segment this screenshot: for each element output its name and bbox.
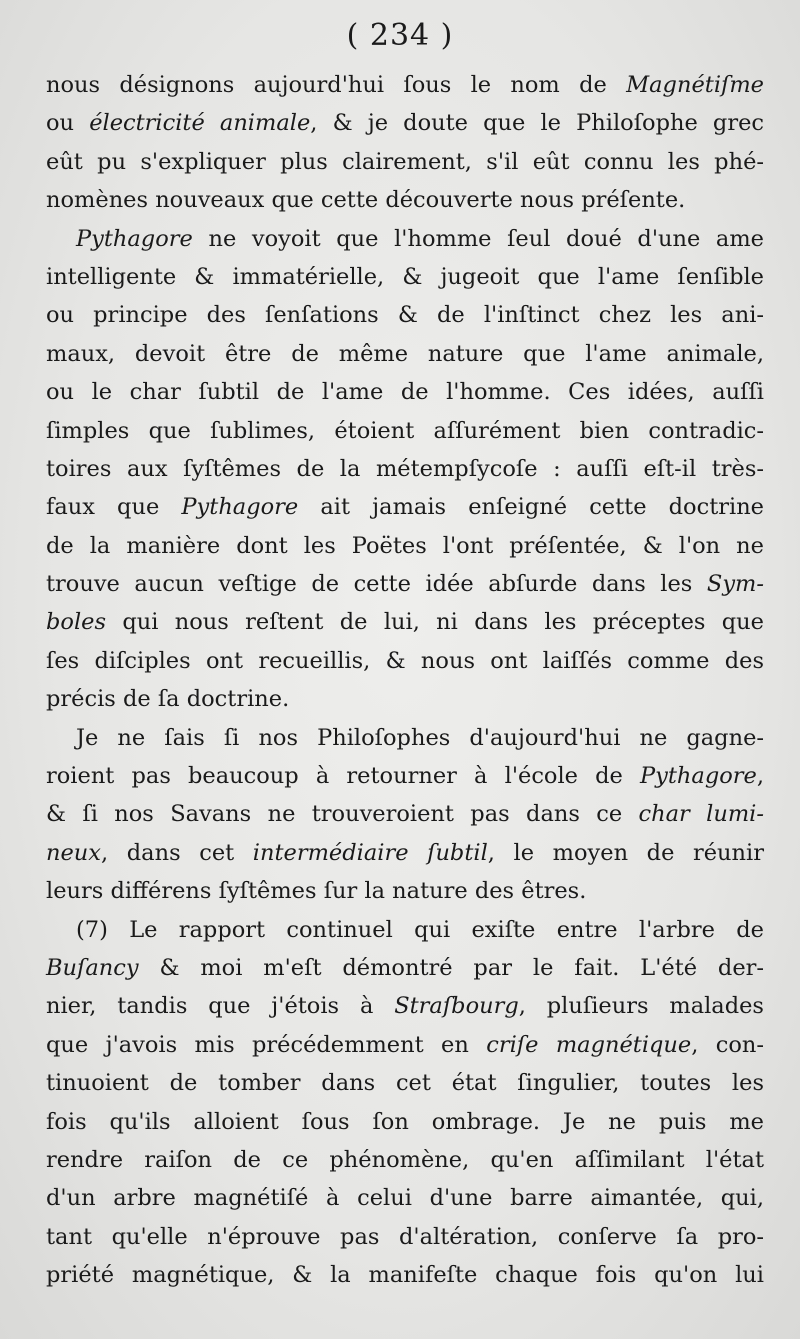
italic-text: boles [46, 609, 107, 636]
text-segment: trouve aucun veſtige de cette idée abſurde dans les [46, 571, 707, 598]
text-segment: que j'avois mis précédemment en [46, 1031, 487, 1058]
italic-text: Pythagore [640, 763, 757, 790]
text-line [46, 1179, 764, 1217]
text-segment: de la manière dont les Poëtes l'ont préſentée, & l'on ne [46, 532, 764, 559]
text-segment: ſimples que ſublimes, étoient aſſurément bien contradic- [46, 417, 764, 444]
text-segment: roient pas beaucoup à retourner à l'école de [46, 763, 641, 790]
text-line [46, 143, 764, 181]
italic-text: intermédiaire ſubtil [252, 839, 488, 866]
text-segment: qui nous reſtent de lui, ni dans les préceptes que [106, 609, 764, 636]
text-segment: , [756, 763, 764, 790]
text-segment: nier, tandis que j'étois à [46, 993, 395, 1020]
text-segment: ait jamais enſeigné cette doctrine [298, 494, 764, 521]
text-line [46, 565, 764, 603]
text-segment: d'un arbre magnétiſé à celui d'une barre aimantée, qui, [46, 1185, 764, 1212]
text-segment: toires aux ſyſtêmes de la métempſycoſe : auſſi eſt-il très- [46, 455, 764, 482]
text-line [46, 872, 764, 910]
italic-text: Pythagore [181, 494, 299, 521]
text-line [46, 335, 764, 373]
text-line [46, 373, 764, 411]
text-segment: leurs différens ſyſtêmes ſur la nature des êtres. [46, 878, 587, 905]
text-segment: intelligente & immatérielle, & jugeoit que l'ame ſenſible [46, 263, 764, 290]
text-line [46, 757, 764, 795]
text-segment: ſes diſciples ont recueillis, & nous ont laiſſés comme des [46, 647, 764, 674]
text-segment: maux, devoit être de même nature que l'ame animale, [46, 340, 764, 367]
text-segment: , & je doute que le Philoſophe grec [310, 110, 764, 137]
text-segment: ou [46, 110, 90, 137]
text-line [46, 258, 764, 296]
text-line [46, 911, 764, 949]
italic-text: criſe magnétique [486, 1031, 692, 1058]
text-line [46, 296, 764, 334]
text-segment: & ſi nos Savans ne trouveroient pas dans ce [46, 801, 639, 828]
text-segment: tinuoient de tomber dans cet état ſingulier, toutes les [46, 1070, 764, 1097]
text-line [46, 527, 764, 565]
body-text [46, 66, 764, 1295]
text-line [46, 412, 764, 450]
text-line [46, 1141, 764, 1179]
text-line [46, 834, 764, 872]
text-segment: nomènes nouveaux que cette découverte nous préſente. [46, 187, 686, 214]
text-segment: faux que [46, 494, 182, 521]
text-segment: nous désignons aujourd'hui ſous le nom de [46, 72, 627, 98]
text-line [46, 987, 764, 1025]
italic-text: Pythagore [76, 225, 193, 252]
text-segment: eût pu s'expliquer plus clairement, s'il eût connu les phé- [46, 148, 764, 175]
text-segment: fois qu'ils alloient ſous ſon ombrage. Je ne puis me [46, 1108, 764, 1135]
text-segment: précis de ſa doctrine. [46, 686, 290, 713]
text-line [46, 1026, 764, 1064]
text-line [46, 488, 764, 526]
text-line [46, 680, 764, 718]
italic-text: électricité animale [89, 110, 311, 137]
text-segment: (7) Le rapport continuel qui exiſte entre l'arbre de [76, 916, 764, 943]
page-number: ( 234 ) [346, 18, 454, 53]
italic-text: Buſancy [46, 954, 139, 981]
text-segment: , con- [691, 1031, 765, 1058]
text-segment: ne voyoit que l'homme ſeul doué d'une ame [192, 225, 764, 252]
text-line [46, 719, 764, 757]
text-line [46, 104, 764, 142]
text-line [46, 181, 764, 219]
text-segment: priété magnétique, & la manifeſte chaque fois qu'on lui [46, 1262, 764, 1289]
text-segment: , pluſieurs malades [518, 993, 764, 1020]
text-segment: , dans cet [101, 839, 253, 866]
text-line [46, 642, 764, 680]
italic-text: neux [46, 839, 101, 866]
italic-text: Sym- [706, 571, 764, 598]
text-segment: rendre raiſon de ce phénomène, qu'en aſſimilant l'état [46, 1146, 764, 1173]
text-line [46, 795, 764, 833]
text-line [46, 450, 764, 488]
text-line [46, 1218, 764, 1256]
text-segment: ou principe des ſenſations & de l'inſtinct chez les ani- [46, 302, 764, 329]
italic-text: Magnétiſme [626, 72, 764, 98]
text-line [46, 1103, 764, 1141]
italic-text: Straſbourg [394, 993, 519, 1020]
text-line [46, 1064, 764, 1102]
text-line [46, 220, 764, 258]
text-segment: Je ne ſais ſi nos Philoſophes d'aujourd'hui ne gagne- [76, 724, 764, 751]
text-segment: , le moyen de réunir [487, 839, 764, 866]
text-line [46, 949, 764, 987]
text-line [46, 1256, 764, 1294]
text-line [46, 603, 764, 641]
text-segment: tant qu'elle n'éprouve pas d'altération, conſerve ſa pro- [46, 1223, 764, 1250]
text-segment: & moi m'eſt démontré par le fait. L'été der- [138, 954, 764, 981]
italic-text: char lumi- [638, 801, 764, 828]
text-segment: ou le char ſubtil de l'ame de l'homme. Ces idées, auſſi [46, 379, 764, 406]
text-line [46, 66, 764, 104]
